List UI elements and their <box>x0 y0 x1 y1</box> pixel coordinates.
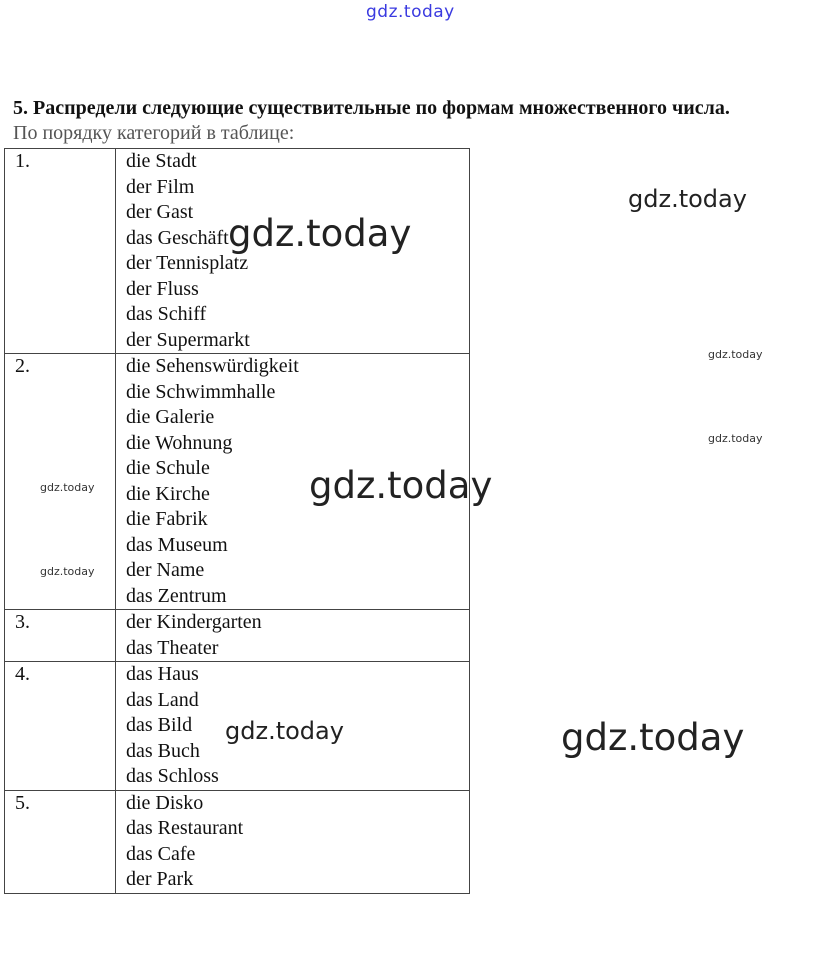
list-item: die Fabrik <box>126 508 208 530</box>
watermark-small: gdz.today <box>708 348 763 361</box>
list-item: der Name <box>126 559 205 581</box>
list-item: die Kirche <box>126 482 210 505</box>
watermark-small: gdz.today <box>40 481 95 494</box>
watermark-large: gdz.today <box>228 212 412 255</box>
list-item: das Buch <box>126 739 200 762</box>
list-item: das Cafe <box>126 842 196 865</box>
task-subheading: По порядку категорий в таблице: <box>13 122 295 144</box>
list-item: das Theater <box>126 636 219 659</box>
list-item: der Fluss <box>126 277 199 300</box>
list-item: der Gast <box>126 201 194 223</box>
list-item: das Geschäft <box>126 226 229 249</box>
table-row <box>5 610 470 662</box>
list-item: das Land <box>126 688 199 711</box>
category-words <box>116 790 470 893</box>
list-item: das Bild <box>126 714 193 736</box>
list-item: der Kindergarten <box>126 611 262 633</box>
category-number: 5. <box>5 790 116 893</box>
table-row <box>5 790 470 893</box>
list-item: das Schiff <box>126 303 207 325</box>
list-item: der Supermarkt <box>126 328 250 351</box>
task-heading: 5. Распредели следующие существительные по формам множественного числа. <box>13 97 730 119</box>
list-item: der Park <box>126 868 194 890</box>
list-item: die Schwimmhalle <box>126 380 276 403</box>
list-item: der Film <box>126 175 195 198</box>
category-number: 4. <box>5 662 116 791</box>
watermark-small: gdz.today <box>40 565 95 578</box>
plural-categories-table <box>4 148 470 894</box>
list-item: das Restaurant <box>126 817 244 839</box>
list-item: die Disko <box>126 791 204 814</box>
category-words <box>116 610 470 662</box>
list-item: die Wohnung <box>126 431 233 454</box>
watermark-large: gdz.today <box>561 716 745 759</box>
category-number: 3. <box>5 610 116 662</box>
list-item: das Schloss <box>126 765 219 787</box>
watermark-large: gdz.today <box>309 464 493 507</box>
watermark-small: gdz.today <box>708 432 763 445</box>
list-item: das Zentrum <box>126 584 227 607</box>
watermark-medium: gdz.today <box>225 717 344 745</box>
list-item: die Stadt <box>126 150 197 172</box>
watermark-medium: gdz.today <box>628 185 747 213</box>
category-number: 2. <box>5 354 116 610</box>
list-item: das Museum <box>126 533 228 556</box>
list-item: der Tennisplatz <box>126 252 249 274</box>
list-item: die Sehenswürdigkeit <box>126 355 299 377</box>
watermark-top: gdz.today <box>366 2 455 22</box>
list-item: das Haus <box>126 663 199 685</box>
category-number: 1. <box>5 149 116 354</box>
list-item: die Galerie <box>126 406 215 428</box>
list-item: die Schule <box>126 457 210 479</box>
